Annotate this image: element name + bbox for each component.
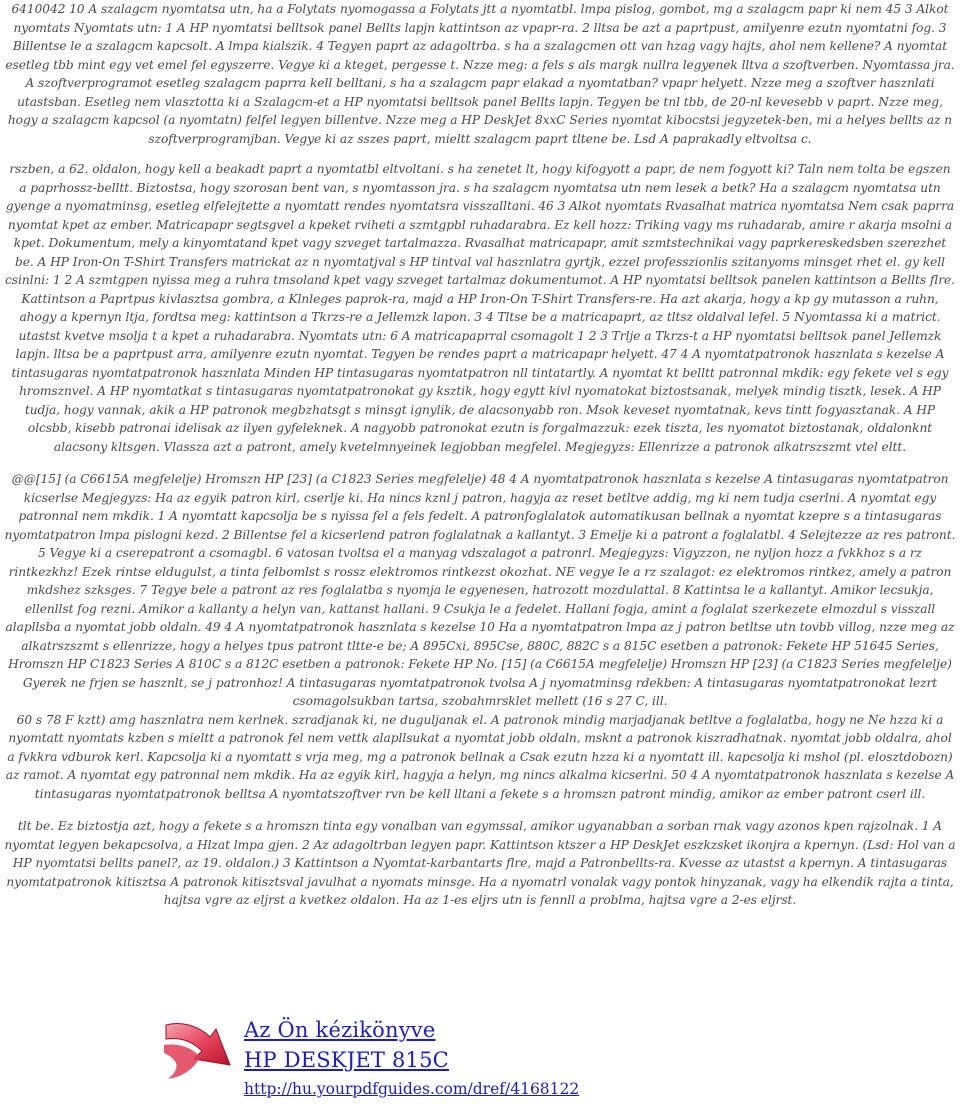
paragraph-3: @@[15] (a C6615A megfelelje) Hromszn HP [23] (a C1823 Series megfelelje) 48 4 A nyomtatpatronok hasznlata s kezelse A tintasugaras nyomtatpatron kicserlse Megjegyzs: Ha az egyik patron kirl, cserlje ki. Ha nincs kznl j patron, hagyja az reset betltve addig, mg ki nem tudja cserlni. A nyomtat egy patronnal nem mkdik. 1 A nyomtatt kapcsolja be s nyissa fel a fels fedelt. A patronfoglalatok automatikusan bellnak a nyomtat kzepre s a tintasugaras nyomtatpatron lmpa pislogni kezd. 2 Billentse fel a kicserlend patron foglalatnak a kallantyt. 3 Emelje ki a patront a foglalatbl. 4 Selejtezze az res patront. 5 Vegye ki a cserepatront a csomagbl. 6 vatosan tvoltsa el a manyag vdszalagot a patronrl. Megjegyzs: Vigyzzon, ne nyljon hozz a fvkkhoz s a rz rintkezkhz! Ezek rintse eldugulst, a tinta felbomlst s rossz elektromos rintkezst okozhat. NE vegye le a rz szalagot: ez elektromos rintkez, amely a patron mkdshez szksges. 7 Tegye bele a patront az res foglalatba s nyomja le egyenesen, hatrozott mozdulattal. 8 Kattintsa le a kallantyt. Amikor lecsukja, ellenllst fog rezni. Amikor a kallanty a helyn van, kattanst hallani. 9 Csukja le a fedelet. Hallani fogja, amint a foglalat szerkezete elmozdul s visszall alapllsba a nyomtat jobb oldaln. 49 4 A nyomtatpatronok hasznlata s kezelse 10 Ha a nyomtatpatron lmpa az j patron betltse utn tovbb villog, nzze meg az alkatrszszmt s ellenrizze, hogy a helyes tpus patront tltte-e be; A 895Cxi, 895Cse, 880C, 882C s a 815C esetben a patronok: Fekete HP 51645 Series, Hromszn HP C1823 Series A 810C s a 812C esetben a patronok: Fekete HP No. [15] (a C6615A megfelelje) Hromszn HP [23] (a C1823 Series megfelelje) Gyerek ne frjen se hasznlt, se j patronhoz! A tintasugaras nyomtatpatronok tvolsa A j nyomatminsg rdekben: A tintasugaras nyomtatpatronokat lezrt csomagolsukban tartsa, szobahmrsklet mellett (16 s 27 C, ill. [4, 472, 956, 708]
paragraph-1: 6410042 10 A szalagcm nyomtatsa utn, ha a Folytats nyomogassa a Folytats jtt a nyomtatbl. lmpa pislog, gombot, mg a szalagcm papr ki nem 45 3 Alkot nyomtats Nyomtats utn: 1 A HP nyomtatsi belltsok panel Bellts lapjn kattintson az vpapr-ra. 2 lltsa be azt a paprtpust, amilyenre ezutn nyomtatni fog. 3 Billentse le a szalagcm kapcsolt. A lmpa kialszik. 4 Tegyen paprt az adagoltrba. s ha a szalagcmen ott van hzag vagy hajts, ahol nem kellene? A nyomtat esetleg tbb mint egy vet emel fel egyszerre. Vegye ki a kteget, pergesse t. Nzze meg: a fels s als margk nullra legyenek lltva a szoftverben. Nyomtassa jra. A szoftverprogramot esetleg szalagcm paprra kell belltani, s ha a szalagcm papr elakad a nyomtatban? vpapr helyett. Nzze meg a szoftver hasznlati utastsban. Esetleg nem vlasztotta ki a Szalagcm-et a HP nyomtatsi belltsok panel Bellts lapjn. Tegyen be tnl tbb, de 20-nl kevesebb v paprt. Nzze meg, hogy a szalagcm kapcsol (a nyomtatn) felfel legyen billentve. Nzze meg a HP DeskJet 8xxC Series nyomtat kibocstsi jegyzetek-ben, mi a helyes bellts az n szoftverprogramjban. Vegye ki az sszes paprt, mieltt szalagcm paprt tltene be. Lsd A paprakadly eltvoltsa c. [5, 2, 955, 146]
paragraph-5: tlt be. Ez biztostja azt, hogy a fekete s a hromszn tinta egy vonalban van egymssal, amikor ugyanabban a sorban rnak vagy azonos kpen rajzolnak. 1 A nyomtat legyen bekapcsolva, a Hlzat lmpa gjen. 2 Az adagoltrban legyen papr. Kattintson ktszer a HP DeskJet eszkzsket ikonjra a kpernyn. (Lsd: Hol van a HP nyomtatsi bellts panel?, az 19. oldalon.) 3 Kattintson a Nyomtat-karbantarts flre, majd a Patronbellts-ra. Kvesse az utastst a kpernyn. A tintasugaras nyomtatpatronok kitisztsa A patronok kitisztsval javulhat a nyomats minsge. Ha a nyomatrl vonalak vagy pontok hinyzanak, vagy ha elkendik rajta a tinta, hajtsa vgre az eljrst a kvetkez oldalon. Ha az 1-es eljrs utn is fennll a problma, hajtsa vgre a 2-es eljrst. [4, 819, 956, 907]
manual-title-link[interactable]: Az Ön kézikönyve [244, 1018, 436, 1042]
document-body [4, 0, 956, 910]
manual-links [244, 1015, 579, 1101]
arrow-icon [158, 1015, 240, 1087]
paragraph-4: 60 s 78 F kztt) amg hasznlatra nem kerlnek. szradjanak ki, ne duguljanak el. A patronok mindig marjadjanak betltve a foglalatba, hogy ne Ne hzza ki a nyomtatt nyomtats kzben s mieltt a patronok fel nem vettk alapllsukat a nyomtat jobb oldaln, msknt a patronok kiszradhatnak. nyomtat jobb oldalra, ahol a fvkkra vdburok kerl. Kapcsolja ki a nyomtatt s vrja meg, mg a patronok bellnak a Csak ezutn hzza ki a nyomtatt ill. kapcsolja ki mshol (pl. elosztdobozn) az ramot. A nyomtat egy patronnal nem mkdik. Ha az egyik kirl, hagyja a helyn, mg nincs alkalma kicserlni. 50 4 A nyomtatpatronok hasznlata s kezelse A tintasugaras nyomtatpatronok belltsa A nyomtatszoftver rvn be kell lltani a fekete s a hromszn patront mindig, amikor az ember patront cserl ill. [5, 712, 955, 801]
manual-model-link[interactable]: HP DESKJET 815C [244, 1048, 449, 1072]
manual-url-link[interactable]: http://hu.yourpdfguides.com/dref/4168122 [244, 1080, 580, 1098]
manual-footer [158, 1015, 758, 1110]
paragraph-2: rszben, a 62. oldalon, hogy kell a beakadt paprt a nyomtatbl eltvoltani. s ha zenetet lt, hogy kifogyott a papr, de nem fogyott ki? Taln nem tolta be egszen a paprhossz-belltt. Biztostsa, hogy szorosan bent van, s nyomtasson jra. s ha szalagcm nyomtatsa utn nem lesek a betk? Ha a szalagcm nyomtatsa utn gyenge a nyomatminsg, esetleg elfelejtette a nyomtatt rendes nyomtatsra visszalltani. 46 3 Alkot nyomtats Rvasalhat matrica nyomtatsa Nem csak paprra nyomtat kpet az ember. Matricapapr segtsgvel a kpeket rviheti a szmtgpbl ruhadarabra. Ez kell hozz: Triking vagy ms ruhadarab, amire r akarja msolni a kpet. Dokumentum, mely a kinyomtatand kpet vagy szveget tartalmazza. Rvasalhat matricapapr, amit szmtstechnikai vagy paprkereskedsben szerezhet be. A HP Iron-On T-Shirt Transfers matrickat az n nyomtatjval s HP tintval val hasznlatra gyrtjk, ezzel professzionlis szitanyoms minsget rhet el. gy kell csinlni: 1 2 A szmtgpen nyissa meg a ruhra tmsoland kpet vagy szveget tartalmaz dokumentumot. A HP nyomtatsi belltsok panelen kattintson a Bellts flre. Kattintson a Paprtpus kivlasztsa gombra, a Klnleges paprok-ra, majd a HP Iron-On T-Shirt Transfers-re. Ha azt akarja, hogy a kp gy mutasson a ruhn, ahogy a kpernyn ltja, fordtsa meg: kattintson a Tkrzs-re a Jellemzk lapon. 3 4 Tltse be a matricapaprt, az tltsz oldalval lefel. 5 Nyomtassa ki a matrict. utastst kvetve msolja t a kpet a ruhadarabra. Nyomtats utn: 6 A matricapaprral csomagolt 1 2 3 Trlje a Tkrzs-t a HP nyomtatsi belltsok panel Jellemzk lapjn. lltsa be a paprtpust arra, amilyenre ezutn nyomtat. Tegyen be rendes paprt a matricapapr helyett. 47 4 A nyomtatpatronok hasznlata s kezelse A tintasugaras nyomtatpatronok hasznlata Minden HP tintasugaras nyomtatpatron nll tintatartly. A nyomtat kt belltt patronnal mkdik: egy fekete vel s egy hromsznvel. A HP nyomtatkat s tintasugaras nyomtatpatronokat gy ksztik, hogy egytt kivl nyomatokat biztostsanak, melyek mindig tisztk, lesek. A HP tudja, hogy vannak, akik a HP patronok megbzhatsgt s minsgt ignylik, de alacsonyabb ron. Msok keveset nyomtatnak, kevs tintt fogyasztanak. A HP olcsbb, kisebb patronai idelisak az ilyen gyfeleknek. A nagyobb patronokat ezutn is forgalmazzuk: ezek tiszta, les nyomatot biztostanak, oldalonknt alacsony kltsgen. Vlassza azt a patront, amely kvetelmnyeinek legjobban megfelel. Megjegyzs: Ellenrizze a patronok alkatrszszmt vtel eltt. [5, 162, 955, 454]
